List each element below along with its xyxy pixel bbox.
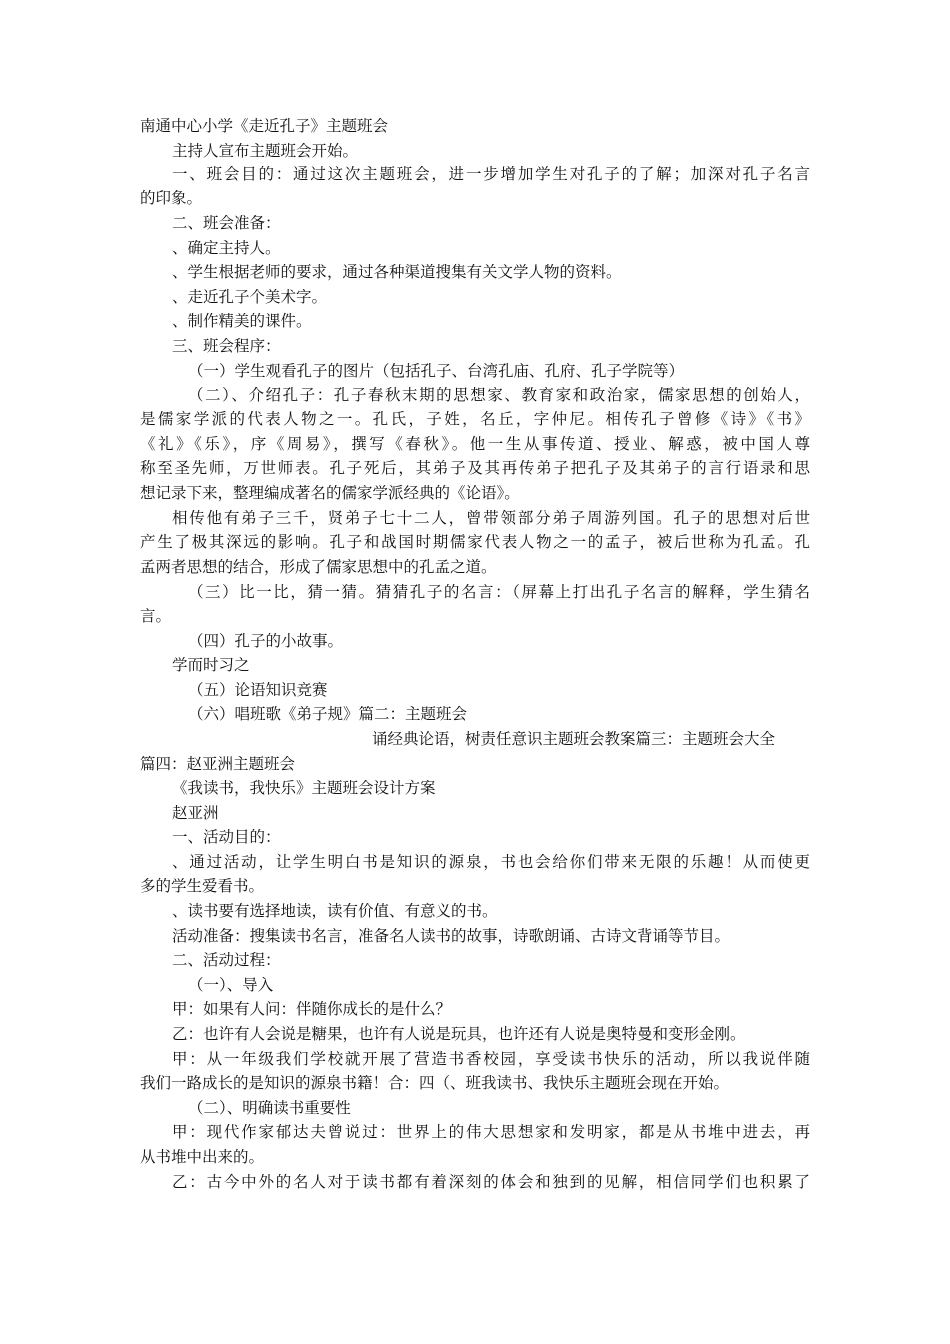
- paragraph-line: 诵经典论语，树责任意识主题班会教案篇三：主题班会大全: [372, 730, 776, 748]
- dialogue-line: 我们一路成长的是知识的源泉书籍！合：四（、班我读书、我快乐主题班会现在开始。: [140, 1074, 730, 1092]
- paragraph-line: 活动准备：搜集读书名言，准备名人读书的故事，诗歌朗诵、古诗文背诵等节目。: [172, 927, 731, 945]
- paragraph-line: 相传他有弟子三千，贤弟子七十二人，曾带领部分弟子周游列国。孔子的思想对后世: [172, 509, 810, 527]
- list-item: （一）学生观看孔子的图片（包括孔子、台湾孔庙、孔府、孔子学院等）: [188, 362, 685, 380]
- author-name: 赵亚洲: [172, 804, 219, 822]
- list-item: 、读书要有选择地读，读有价值、有意义的书。: [172, 902, 498, 920]
- document-title: 南通中心小学《走近孔子》主题班会: [140, 117, 389, 135]
- paragraph-line: 想记录下来，整理编成著名的儒家学派经典的《论语》。: [140, 484, 520, 502]
- dialogue-line: 甲：如果有人问：伴随你成长的是什么？: [172, 1000, 452, 1018]
- list-item: 、学生根据老师的要求，通过各种渠道搜集有关文学人物的资料。: [172, 263, 622, 281]
- list-item: （四）孔子的小故事。: [188, 632, 344, 650]
- section-heading: 一、活动目的：: [172, 828, 281, 846]
- paragraph-line: 、通过活动，让学生明白书是知识的源泉，书也会给你们带来无限的乐趣！从而使更: [172, 853, 810, 871]
- paragraph-line: 多的学生爱看书。: [140, 877, 265, 895]
- list-item: （五）论语知识竞赛: [188, 681, 328, 699]
- paragraph-line: 是儒家学派的代表人物之一。孔氏，子姓，名丘，字仲尼。相传孔子曾修《诗》《书》: [140, 410, 810, 428]
- list-item: 、确定主持人。: [172, 239, 281, 257]
- paragraph-line: 学而时习之: [172, 656, 250, 674]
- section-heading: 篇四：赵亚洲主题班会: [140, 755, 296, 773]
- paragraph-line: 言。: [140, 607, 172, 625]
- section-heading: 二、班会准备：: [172, 214, 281, 232]
- paragraph-line: 的印象。: [140, 189, 203, 207]
- paragraph-line: 称至圣先师，万世师表。孔子死后，其弟子及其再传弟子把孔子及其弟子的言行语录和思: [140, 459, 810, 477]
- dialogue-line: 乙：也许有人会说是糖果，也许有人说是玩具，也许还有人说是奥特曼和变形金刚。: [172, 1025, 746, 1043]
- list-item: 、制作精美的课件。: [172, 312, 312, 330]
- dialogue-line: 甲：从一年级我们学校就开展了营造书香校园，享受读书快乐的活动，所以我说伴随: [172, 1050, 810, 1068]
- paragraph-line: （三）比一比，猜一猜。猜猜孔子的名言：（屏幕上打出孔子名言的解释，学生猜名: [188, 583, 810, 601]
- list-item: 、走近孔子个美术字。: [172, 288, 328, 306]
- paragraph-line: 主持人宣布主题班会开始。: [172, 142, 359, 160]
- subtitle: 《我读书，我快乐》主题班会设计方案: [172, 779, 436, 797]
- section-heading: 二、活动过程：: [172, 951, 281, 969]
- list-item: （一）、导入: [188, 976, 274, 994]
- paragraph-line: （二）、介绍孔子：孔子春秋末期的思想家、教育家和政治家，儒家思想的创始人，: [188, 386, 810, 404]
- section-heading: 三、班会程序：: [172, 337, 281, 355]
- paragraph-line: 一、班会目的：通过这次主题班会，进一步增加学生对孔子的了解；加深对孔子名言: [172, 165, 810, 183]
- dialogue-line: 甲：现代作家郁达夫曾说过：世界上的伟大思想家和发明家，都是从书堆中进去，再: [172, 1123, 810, 1141]
- paragraph-line: 产生了极其深远的影响。孔子和战国时期儒家代表人物之一的孟子，被后世称为孔孟。孔: [140, 533, 810, 551]
- paragraph-line: 《礼》《乐》，序《周易》，撰写《春秋》。他一生从事传道、授业、解惑，被中国人尊: [140, 435, 810, 453]
- dialogue-line: 乙：古今中外的名人对于读书都有着深刻的体会和独到的见解，相信同学们也积累了: [172, 1173, 810, 1191]
- paragraph-line: 孟两者思想的结合，形成了儒家思想中的孔孟之道。: [140, 558, 497, 576]
- list-item: （六）唱班歌《弟子规》篇二：主题班会: [188, 705, 468, 723]
- dialogue-line: 从书堆中出来的。: [140, 1148, 265, 1166]
- list-item: （二）、明确读书重要性: [188, 1099, 351, 1117]
